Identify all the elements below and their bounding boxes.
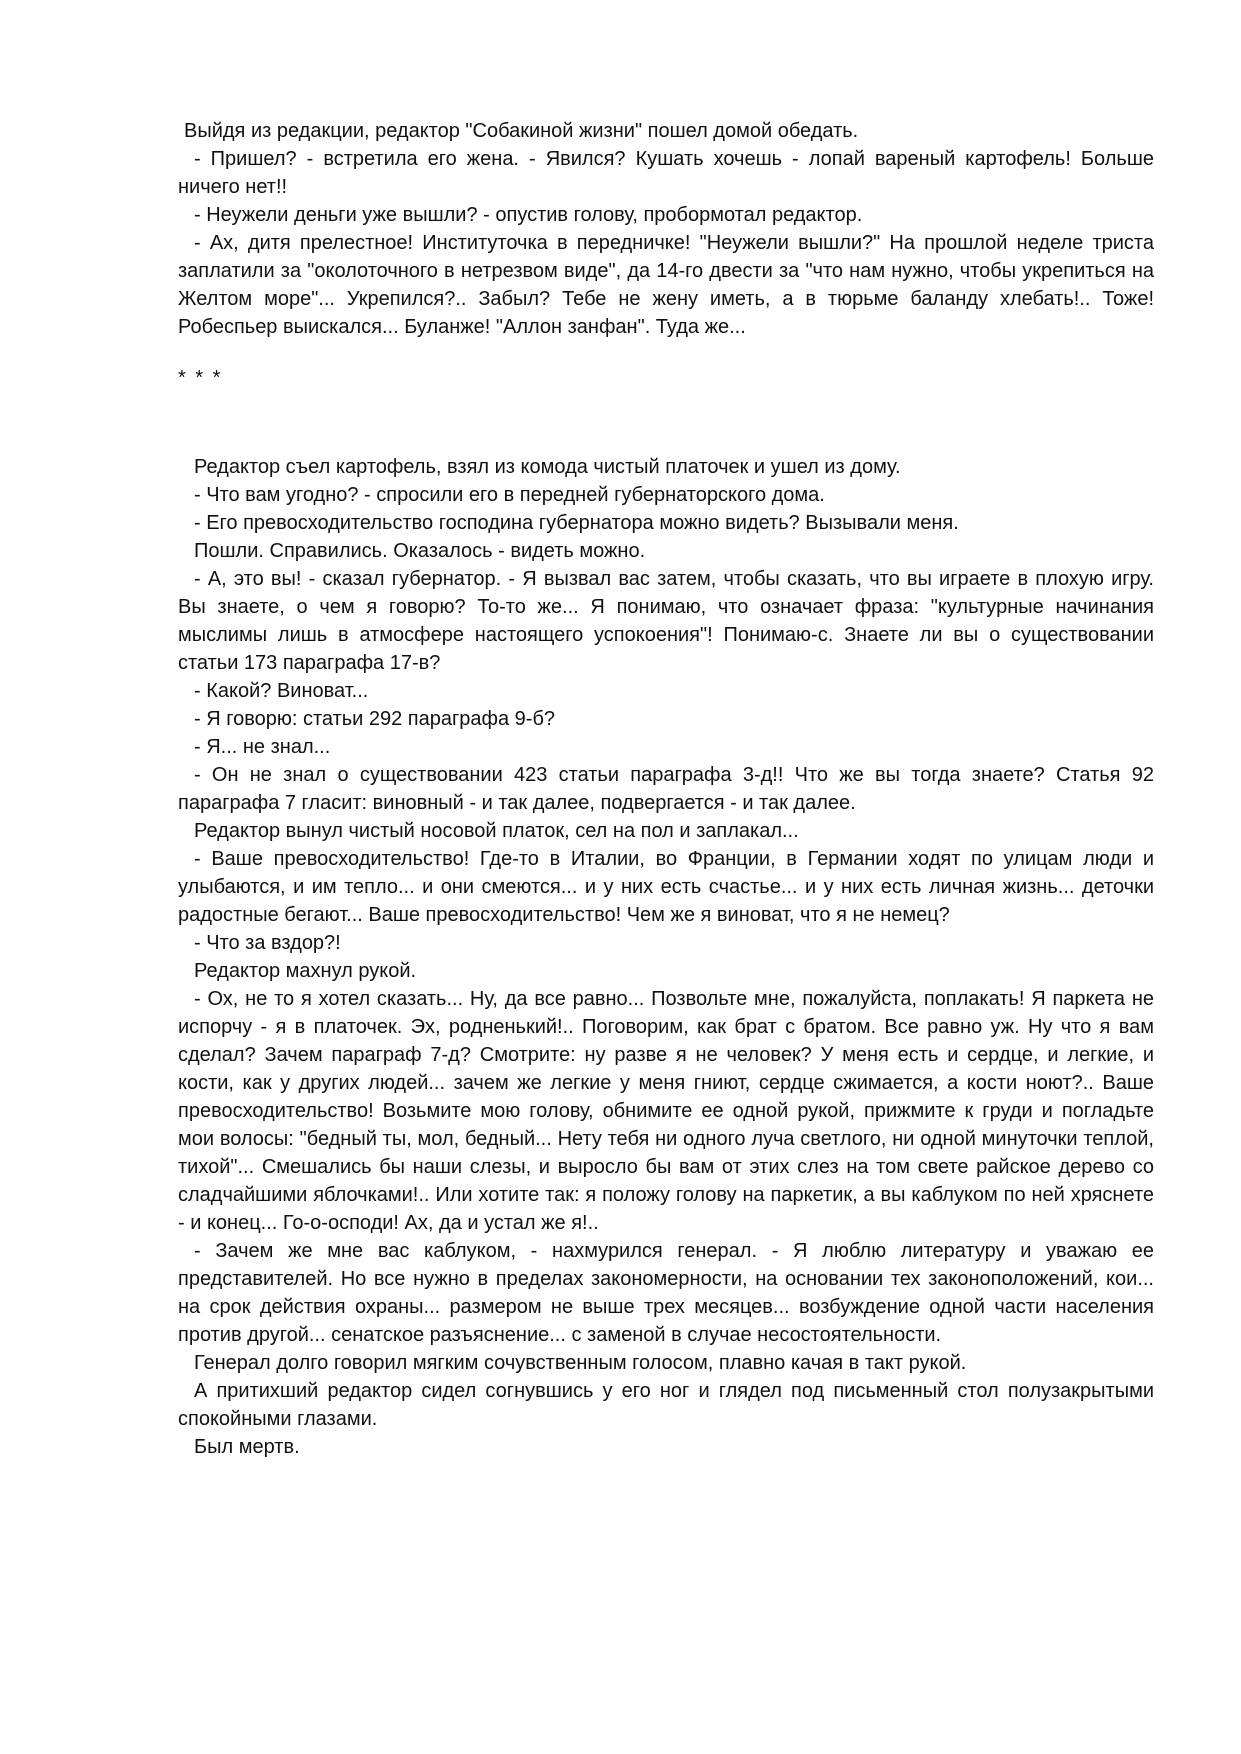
paragraph: - Его превосходительство господина губернатора можно видеть? Вызывали меня. <box>194 512 959 534</box>
paragraph: - Неужели деньги уже вышли? - опустив голову, пробормотал редактор. <box>194 204 863 226</box>
section-separator: * * * <box>178 367 223 389</box>
paragraph: Редактор съел картофель, взял из комода чистый платочек и ушел из дому. <box>194 456 901 478</box>
paragraph: - А, это вы! - сказал губернатор. - Я вызвал вас затем, чтобы сказать, что вы играете в плохую игру. Вы знаете, о чем я говорю? То-то же... Я понимаю, что означает фраза: "культурные начинания мыслимы лишь в атмосфере настоящего успокоения"! Понимаю-с. Знаете ли вы о существовании статьи 173 параграфа 17-в? <box>178 568 1154 674</box>
paragraph: - Ваше превосходительство! Где-то в Италии, во Франции, в Германии ходят по улицам люди и улыбаются, и им тепло... и они смеются... и у них есть счастье... и у них есть личная жизнь... деточки радостные бегают... Ваше превосходительство! Чем же я виноват, что я не немец? <box>178 848 1154 926</box>
text-section-2 <box>178 453 1154 1461</box>
paragraph: Был мертв. <box>194 1436 300 1458</box>
paragraph: Генерал долго говорил мягким сочувственным голосом, плавно качая в такт рукой. <box>194 1352 967 1374</box>
paragraph: - Зачем же мне вас каблуком, - нахмурился генерал. - Я люблю литературу и уважаю ее представителей. Но все нужно в пределах закономерности, на основании тех законоположений, кои... на срок действия охраны... размером не выше трех месяцев... возбуждение одной части населения против другой... сенатское разъяснение... с заменой в случае несостоятельности. <box>178 1240 1154 1346</box>
paragraph: - Какой? Виноват... <box>194 680 369 702</box>
paragraph: Редактор вынул чистый носовой платок, сел на пол и заплакал... <box>194 820 799 842</box>
text-section-1 <box>178 117 1154 341</box>
paragraph: Редактор махнул рукой. <box>194 960 417 982</box>
paragraph: Выйдя из редакции, редактор "Собакиной жизни" пошел домой обедать. <box>184 120 859 142</box>
paragraph: А притихший редактор сидел согнувшись у его ног и глядел под письменный стол полузакрытыми спокойными глазами. <box>178 1380 1154 1430</box>
paragraph: Пошли. Справились. Оказалось - видеть можно. <box>194 540 646 562</box>
paragraph: - Что вам угодно? - спросили его в передней губернаторского дома. <box>194 484 825 506</box>
paragraph: - Ах, дитя прелестное! Институточка в передничке! "Неужели вышли?" На прошлой неделе триста заплатили за "околоточного в нетрезвом виде", да 14-го двести за "что нам нужно, чтобы укрепиться на Желтом море"... Укрепился?.. Забыл? Тебе не жену иметь, а в тюрьме баланду хлебать!.. Тоже! Робеспьер выискался... Буланже! "Аллон занфан". Туда же... <box>178 232 1154 338</box>
paragraph: - Ох, не то я хотел сказать... Ну, да все равно... Позвольте мне, пожалуйста, поплакать! Я паркета не испорчу - я в платочек. Эх, родненький!.. Поговорим, как брат с братом. Все равно уж. Ну что я вам сделал? Зачем параграф 7-д? Смотрите: ну разве я не человек? У меня есть и сердце, и легкие, и кости, как у других людей... зачем же легкие у меня гниют, сердце сжимается, а кости ноют?.. Ваше превосходительство! Возьмите мою голову, обнимите ее одной рукой, прижмите к груди и погладьте мои волосы: "бедный ты, мол, бедный... Нету тебя ни одного луча светлого, ни одной минуточки теплой, тихой"... Смешались бы наши слезы, и выросло бы вам от этих слез на том свете райское дерево со сладчайшими яблочками!.. Или хотите так: я положу голову на паркетик, а вы каблуком по ней хряснете - и конец... Го-о-осподи! Ах, да и устал же я!.. <box>178 988 1154 1234</box>
paragraph: - Пришел? - встретила его жена. - Явился? Кушать хочешь - лопай вареный картофель! Больше ничего нет!! <box>178 148 1154 198</box>
paragraph: - Он не знал о существовании 423 статьи параграфа 3-д!! Что же вы тогда знаете? Статья 92 параграфа 7 гласит: виновный - и так далее, подвергается - и так далее. <box>178 764 1154 814</box>
paragraph: - Я говорю: статьи 292 параграфа 9-б? <box>194 708 556 730</box>
paragraph: - Я... не знал... <box>194 736 331 758</box>
paragraph: - Что за вздор?! <box>194 932 341 954</box>
